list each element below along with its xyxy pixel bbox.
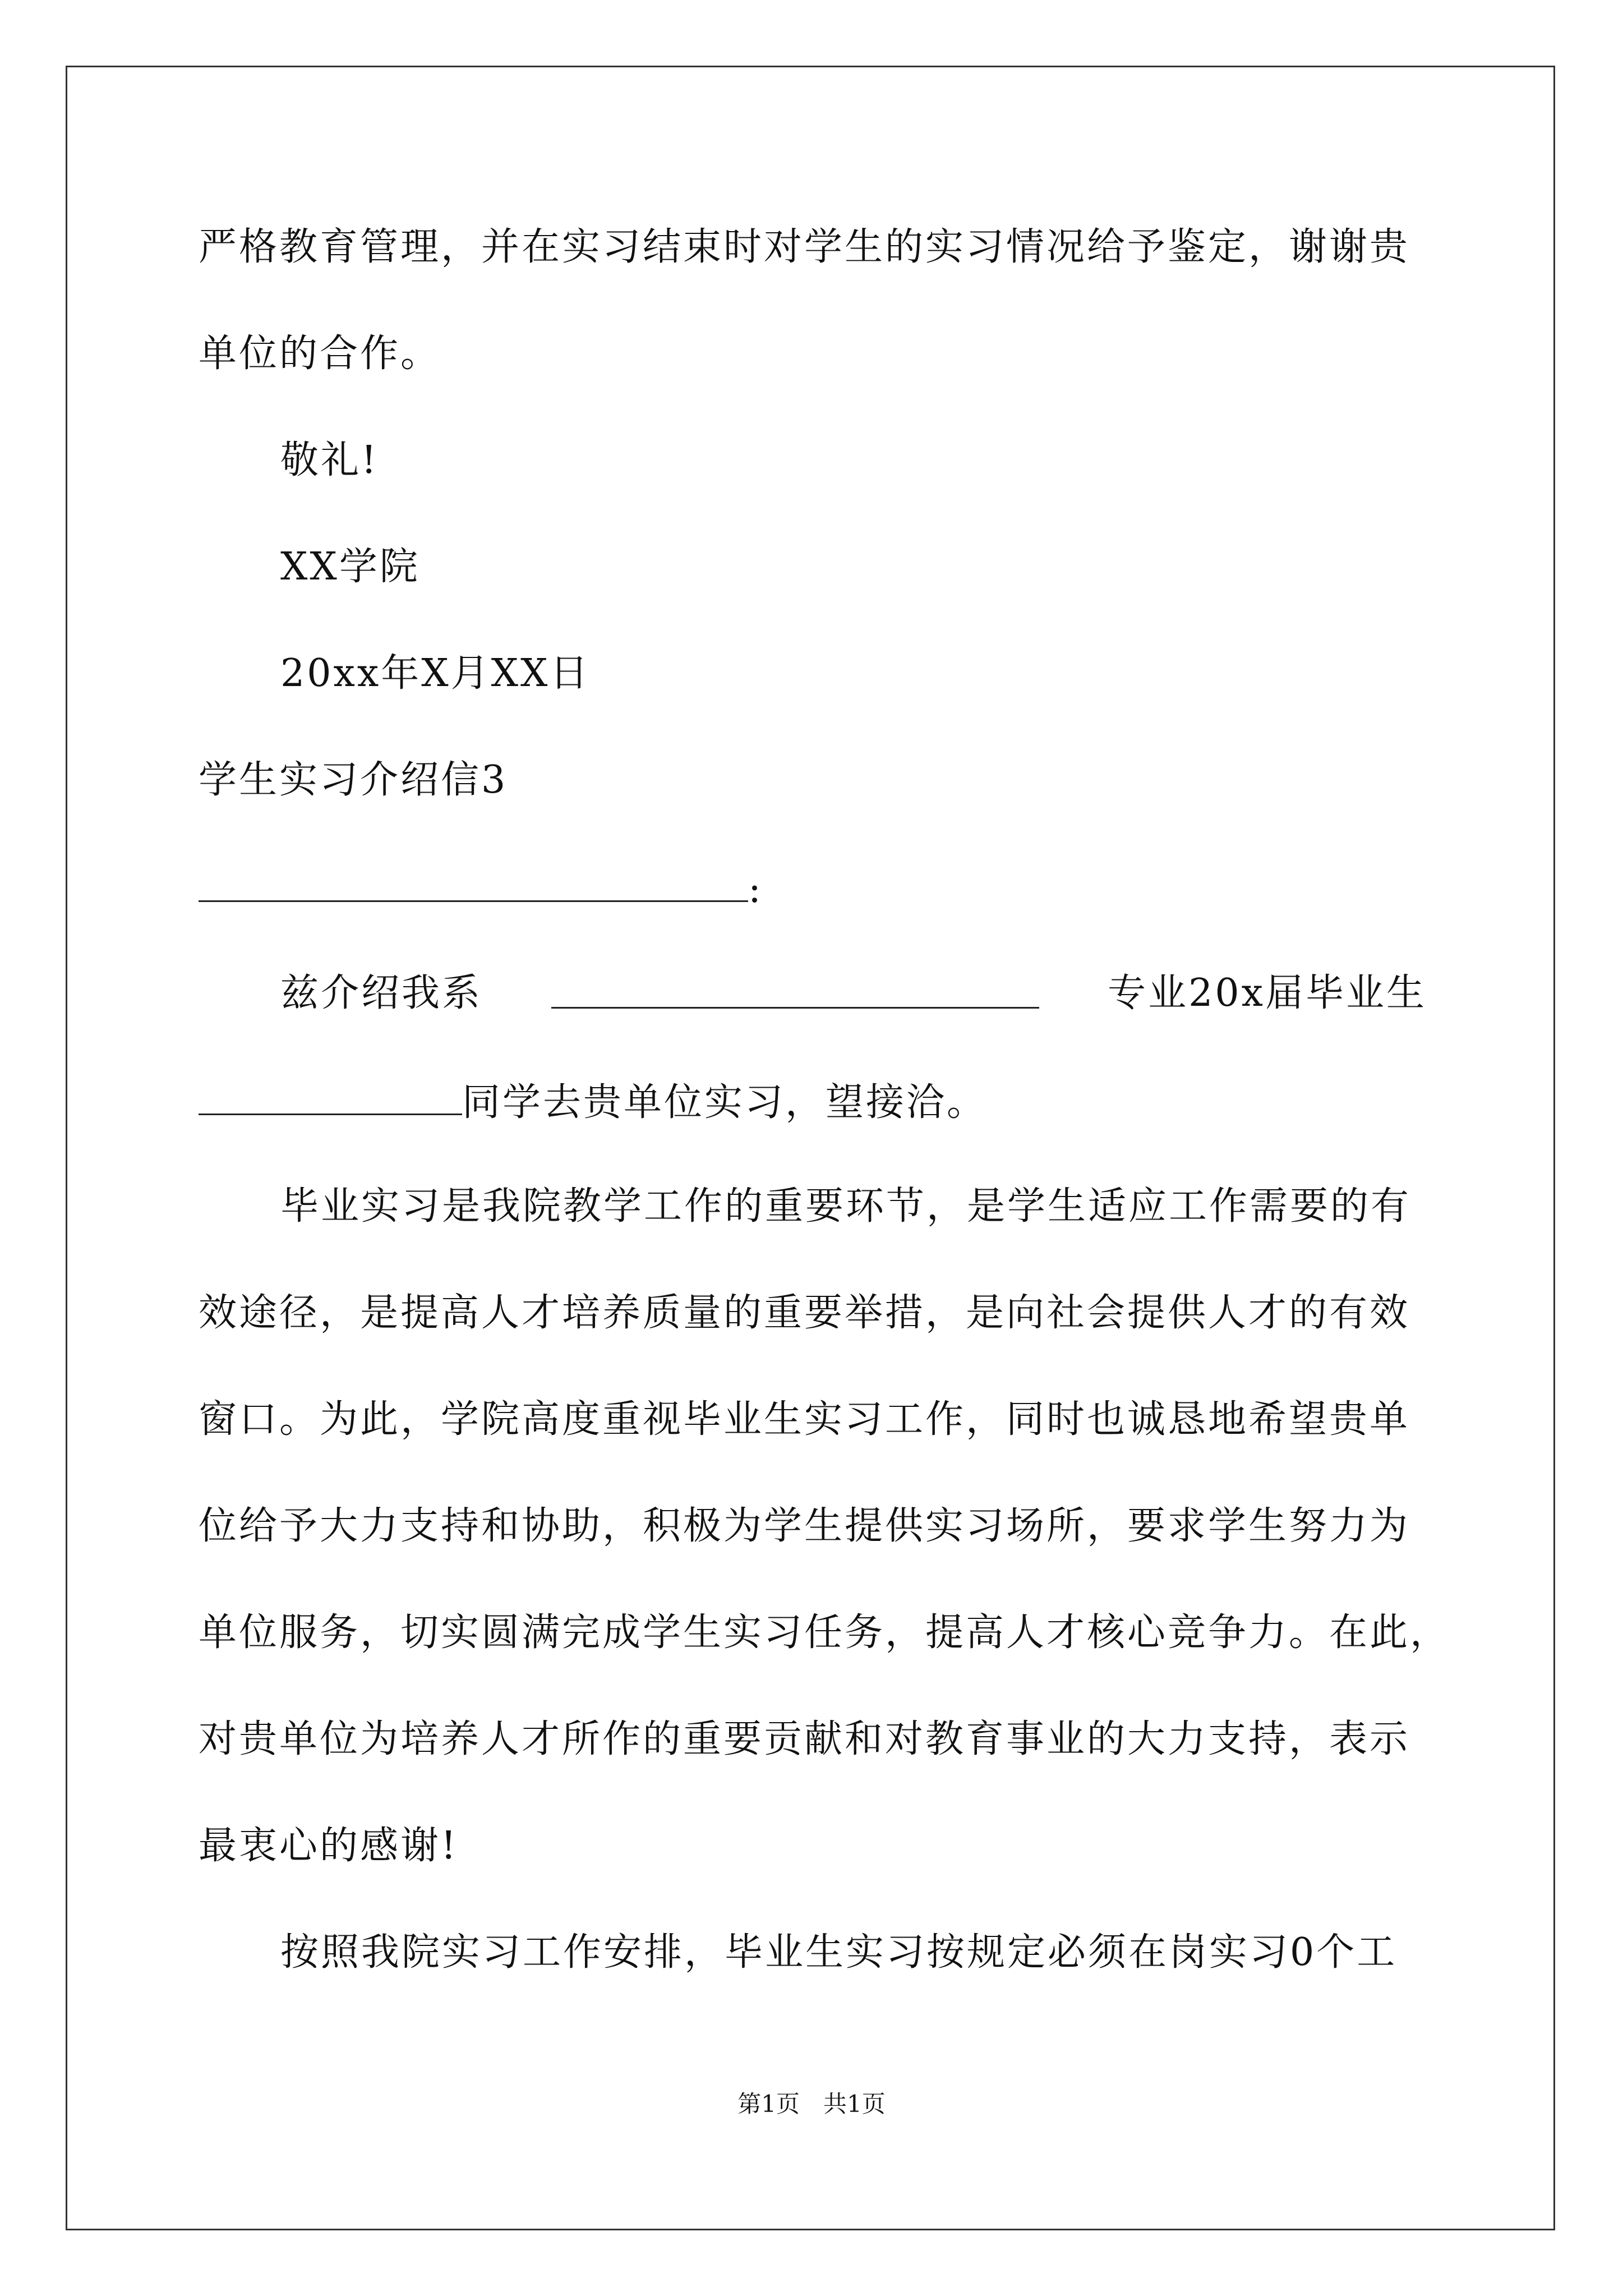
major-blank: [551, 973, 1039, 1009]
paragraph-line: 按照我院实习工作安排，毕业生实习按规定必须在岗实习0个工: [280, 1930, 1398, 1975]
paragraph-line: 单位的合作。: [199, 332, 441, 376]
recipient-colon: :: [748, 867, 763, 912]
paragraph-line: 窗口。为此，学院高度重视毕业生实习工作，同时也诚恳地希望贵单: [199, 1397, 1410, 1442]
section-heading: 学生实习介绍信3: [199, 758, 508, 802]
recipient-line: [199, 867, 1427, 910]
student-line: [199, 1080, 1427, 1123]
student-line-text: 同学去贵单位实习，望接洽。: [462, 1080, 988, 1125]
closing-salutation: 敬礼!: [280, 438, 379, 482]
introduction-line: [280, 973, 1427, 1014]
page-border: [66, 66, 1555, 2230]
introduction-text: 兹介绍我系: [280, 971, 483, 1015]
signature-institution: XX学院: [280, 545, 420, 589]
signature-date: 20xx年X月XX日: [280, 651, 591, 696]
recipient-blank: [199, 867, 748, 902]
paragraph-line: 严格教育管理，并在实习结束时对学生的实习情况给予鉴定，谢谢贵: [199, 225, 1410, 269]
introduction-text: 专业20x届毕业生: [1108, 971, 1427, 1015]
paragraph-line: 单位服务，切实圆满完成学生实习任务，提高人才核心竞争力。在此，: [199, 1611, 1451, 1655]
paragraph-line: 效途径，是提高人才培养质量的重要举措，是向社会提供人才的有效: [199, 1291, 1410, 1335]
paragraph-line: 对贵单位为培养人才所作的重要贡献和对教育事业的大力支持，表示: [199, 1717, 1410, 1761]
paragraph-line: 位给予大力支持和协助，积极为学生提供实习场所，要求学生努力为: [199, 1504, 1410, 1548]
student-name-blank: [199, 1080, 462, 1115]
paragraph-line: 最衷心的感谢!: [199, 1824, 459, 1868]
paragraph-line: 毕业实习是我院教学工作的重要环节，是学生适应工作需要的有: [280, 1184, 1412, 1228]
page-number-footer: 第1页 共1页: [737, 2090, 886, 2118]
